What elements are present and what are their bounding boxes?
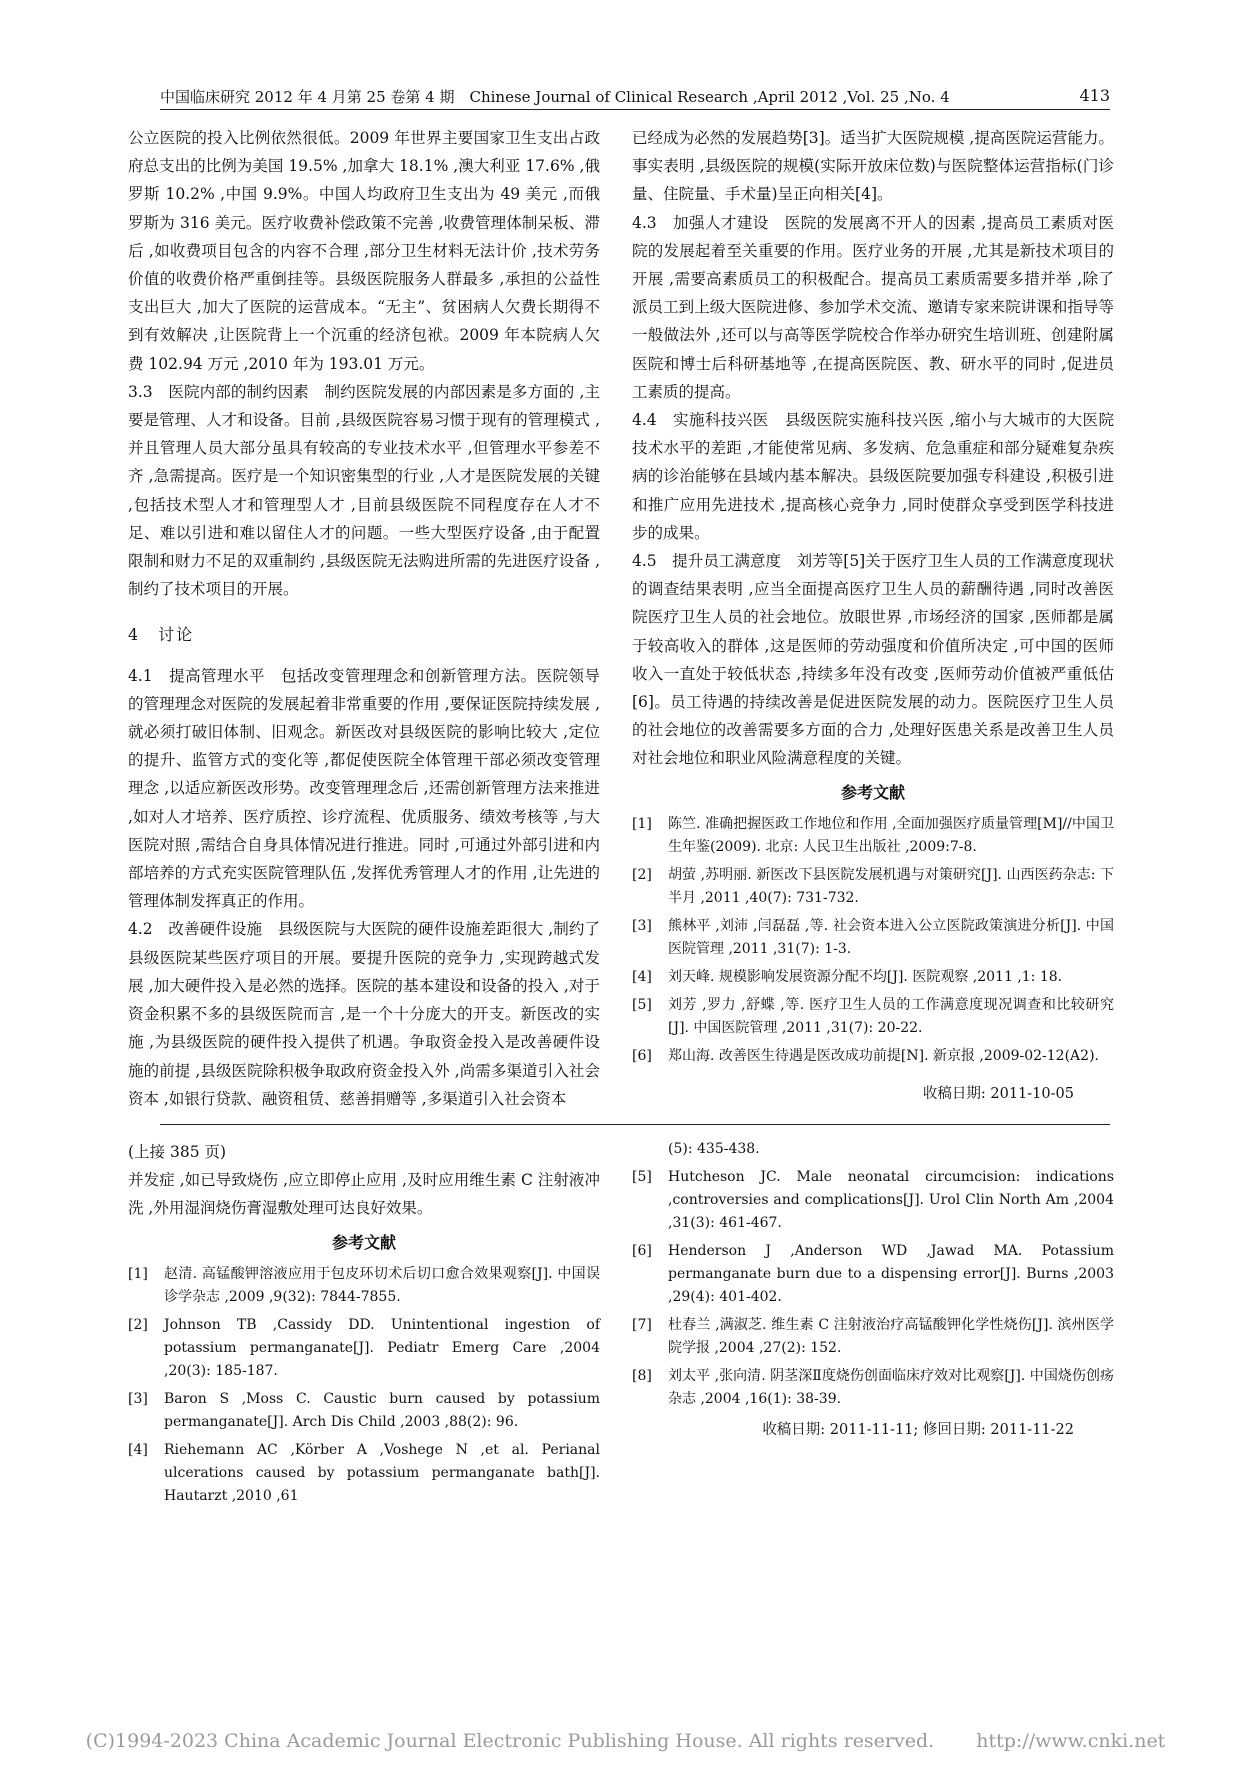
reference-item: [632, 915, 1114, 961]
reference-number: [5]: [632, 1169, 652, 1185]
copyright-notice: (C)1994-2023 China Academic Journal Electronic Publishing House. All rights reserved.: [85, 1730, 935, 1752]
cnki-url[interactable]: http://www.cnki.net: [976, 1730, 1166, 1752]
references-title-2: 参考文献: [331, 1232, 396, 1252]
reference-text: 郑山海. 改善医生待遇是医改成功前提[N]. 新京报 ,2009-02-12(A2).: [668, 1047, 1099, 1064]
reference-item: [632, 1314, 1114, 1360]
right-column: [632, 124, 1114, 1108]
reference-item: [632, 1240, 1114, 1309]
reference-number: [7]: [632, 1317, 652, 1333]
section-divider: [160, 1124, 1110, 1125]
reference-text: Henderson J ,Anderson WD ,Jawad MA. Potassium permanganate burn due to a dispensing error[J]. Burns ,2003 ,29(4): 401-402.: [668, 1243, 1114, 1305]
references-title: 参考文献: [840, 782, 905, 802]
reference-item: [632, 1045, 1114, 1068]
reference-text: 赵清. 高锰酸钾溶液应用于包皮环切术后切口愈合效果观察[J]. 中国误诊学杂志 ,2009 ,9(32): 7844-7855.: [164, 1265, 600, 1305]
received-date: 收稿日期: 2011-10-05: [922, 1085, 1074, 1102]
page-footer: [0, 1730, 1251, 1752]
reference-text: 刘芳 ,罗力 ,舒蝶 ,等. 医疗卫生人员的工作满意度现况调查和比较研究[J]. 中国医院管理 ,2011 ,31(7): 20-22.: [668, 996, 1114, 1036]
running-head: 中国临床研究 2012 年 4 月第 25 卷第 4 期 Chinese Journal of Clinical Research ,April 2012 ,Vol. 25 ,No. 4: [160, 88, 950, 106]
reference-number: [8]: [632, 1368, 652, 1384]
continued-text: 并发症 ,如已导致烧伤 ,应立即停止应用 ,及时应用维生素 C 注射液冲洗 ,外用湿润烧伤膏湿敷处理可达良好效果。: [128, 1171, 600, 1218]
continued-right-column: [632, 1138, 1114, 1444]
reference-text: Hutcheson JC. Male neonatal circumcision: indications ,controversies and complications[J]. Urol Clin North Am ,2004 ,31(3): 461-467.: [668, 1169, 1114, 1231]
reference-number: [5]: [632, 996, 652, 1013]
reference-text: Johnson TB ,Cassidy DD. Unintentional ingestion of potassium permanganate[J]. Pediatr Emerg Care ,2004 ,20(3): 185-187.: [164, 1316, 600, 1379]
reference-text: 熊林平 ,刘沛 ,闫磊磊 ,等. 社会资本进入公立医院政策演进分析[J]. 中国医院管理 ,2011 ,31(7): 1-3.: [668, 917, 1114, 957]
page-header: [160, 80, 1110, 110]
reference-text: 刘太平 ,张向清. 阴茎深Ⅱ度烧伤创面临床疗效对比观察[J]. 中国烧伤创疡杂志 ,2004 ,16(1): 38-39.: [668, 1368, 1114, 1407]
reference-item: [632, 864, 1114, 910]
reference-number: [2]: [128, 1316, 148, 1333]
reference-text: 陈竺. 准确把握医政工作地位和作用 ,全面加强医疗质量管理[M]//中国卫生年鉴(2009). 北京: 人民卫生出版社 ,2009:7-8.: [668, 815, 1114, 855]
reference-number: [1]: [128, 1265, 148, 1282]
reference-item: [632, 966, 1114, 989]
reference-text: 刘天峰. 规模影响发展资源分配不均[J]. 医院观察 ,2011 ,1: 18.: [668, 968, 1063, 985]
paragraph: 公立医院的投入比例依然很低。2009 年世界主要国家卫生支出占政府总支出的比例为美国 19.5% ,加拿大 18.1% ,澳大利亚 17.6% ,俄罗斯 10.2% ,中国 9.9%。中国人均政府卫生支出为 49 美元 ,而俄罗斯为 316 美元。医疗收费补偿政策不完善 ,收费管理体制呆板、滞后 ,如收费项目包含的内容不合理 ,部分卫生材料无法计价 ,技术劳务价值的收费价格严重倒挂等。县级医院服务人群最多 ,承担的公益性支出巨大 ,加大了医院的运营成本。“无主”、贫困病人欠费长期得不到有效解决 ,让医院背上一个沉重的经济包袱。2009 年本院病人欠费 102.94 万元 ,2010 年为 193.01 万元。: [128, 129, 600, 373]
reference-number: [4]: [632, 968, 652, 985]
paragraph: 4.4 实施科技兴医 县级医院实施科技兴医 ,缩小与大城市的大医院技术水平的差距 ,才能使常见病、多发病、危急重症和部分疑难复杂疾病的诊治能够在县域内基本解决。县级医院要加强专科建设 ,积极引进和推广应用先进技术 ,提高核心竞争力 ,同时使群众享受到医学科技进步的成果。: [632, 411, 1114, 542]
reference-continuation: (5): 435-438.: [668, 1141, 760, 1157]
paragraph: 3.3 医院内部的制约因素 制约医院发展的内部因素是多方面的 ,主要是管理、人才和设备。目前 ,县级医院容易习惯于现有的管理模式 ,并且管理人员大部分虽具有较高的专业技术水平 ,但管理水平参差不齐 ,急需提高。医疗是一个知识密集型的行业 ,人才是医院发展的关键 ,包括技术型人才和管理型人才 ,目前县级医院不同程度存在人才不足、难以引进和难以留住人才的问题。一些大型医疗设备 ,由于配置限制和财力不足的双重制约 ,县级医院无法购进所需的先进医疗设备 ,制约了技术项目的开展。: [128, 382, 600, 599]
reference-item: [632, 994, 1114, 1040]
page-number: 413: [1079, 86, 1110, 105]
reference-item: [632, 1365, 1114, 1411]
reference-item: [632, 813, 1114, 859]
reference-number: [2]: [632, 866, 652, 883]
section-4-heading: 4 讨论: [128, 625, 195, 645]
reference-item: [128, 1388, 600, 1434]
reference-item: [128, 1263, 600, 1309]
reference-item: [128, 1314, 600, 1383]
paragraph: 4.3 加强人才建设 医院的发展离不开人的因素 ,提高员工素质对医院的发展起着至关重要的作用。医疗业务的开展 ,尤其是新技术项目的开展 ,需要高素质员工的积极配合。提高员工素质需要多措并举 ,除了派员工到上级大医院进修、参加学术交流、邀请专家来院讲课和指导等一般做法外 ,还可以与高等医学院校合作举办研究生培训班、创建附属医院和博士后科研基地等 ,在提高医院医、教、研水平的同时 ,促进员工素质的提高。: [632, 213, 1114, 401]
left-column: [128, 124, 600, 1113]
paragraph: 4.5 提升员工满意度 刘芳等[5]关于医疗卫生人员的工作满意度现状的调查结果表明 ,应当全面提高医疗卫生人员的薪酬待遇 ,同时改善医院医疗卫生人员的社会地位。放眼世界 ,市场经济的国家 ,医师都是属于较高收入的群体 ,这是医师的劳动强度和价值所决定 ,可中国的医师收入一直处于较低状态 ,持续多年没有改变 ,医师劳动价值被严重低估[6]。员工待遇的持续改善是促进医院发展的动力。医院医疗卫生人员的社会地位的改善需要多方面的合力 ,处理好医患关系是改善卫生人员对社会地位和职业风险满意程度的关键。: [632, 552, 1114, 768]
reference-number: [6]: [632, 1047, 652, 1064]
reference-number: [3]: [632, 917, 652, 934]
reference-text: 胡萤 ,苏明丽. 新医改下县医院发展机遇与对策研究[J]. 山西医药杂志: 下半月 ,2011 ,40(7): 731-732.: [668, 866, 1114, 906]
reference-number: [3]: [128, 1390, 148, 1407]
header-rule: [160, 109, 1110, 110]
continued-left-column: [128, 1138, 600, 1513]
reference-number: [4]: [128, 1441, 148, 1458]
reference-number: [6]: [632, 1243, 652, 1259]
reference-number: [1]: [632, 815, 652, 832]
reference-item: [128, 1439, 600, 1508]
received-date-2: 收稿日期: 2011-11-11; 修回日期: 2011-11-22: [762, 1422, 1074, 1438]
continued-from-note: (上接 385 页): [128, 1143, 227, 1161]
reference-text: Riehemann AC ,Körber A ,Voshege N ,et al. Perianal ulcerations caused by potassium permanganate bath[J]. Hautarzt ,2010 ,61: [164, 1441, 600, 1504]
reference-text: Baron S ,Moss C. Caustic burn caused by potassium permanganate[J]. Arch Dis Child ,2003 ,88(2): 96.: [164, 1390, 600, 1430]
paragraph: 已经成为必然的发展趋势[3]。适当扩大医院规模 ,提高医院运营能力。事实表明 ,县级医院的规模(实际开放床位数)与医院整体运营指标(门诊量、住院量、手术量)呈正向相关[4]。: [632, 129, 1114, 204]
paragraph: 4.2 改善硬件设施 县级医院与大医院的硬件设施差距很大 ,制约了县级医院某些医疗项目的开展。要提升医院的竞争力 ,实现跨越式发展 ,加大硬件投入是必然的选择。医院的基本建设和设备的投入 ,对于资金积累不多的县级医院而言 ,是一个十分庞大的开支。新医改的实施 ,为县级医院的硬件投入提供了机遇。争取资金投入是改善硬件设施的前提 ,县级医院除积极争取政府资金投入外 ,尚需多渠道引入社会资本 ,如银行贷款、融资租赁、慈善捐赠等 ,多渠道引入社会资本: [128, 920, 600, 1108]
paragraph: 4.1 提高管理水平 包括改变管理理念和创新管理方法。医院领导的管理理念对医院的发展起着非常重要的作用 ,要保证医院持续发展 ,就必须打破旧体制、旧观念。新医改对县级医院的影响比较大 ,定位的提升、监管方式的变化等 ,都促使医院全体管理干部必须改变管理理念 ,以适应新医改形势。改变管理理念后 ,还需创新管理方法来推进 ,如对人才培养、医疗质控、诊疗流程、优质服务、绩效考核等 ,与大医院对照 ,需结合自身具体情况进行推进。同时 ,可通过外部引进和内部培养的方式充实医院管理队伍 ,发挥优秀管理人才的作用 ,让先进的管理体制发挥真正的作用。: [128, 666, 600, 911]
reference-item: [632, 1166, 1114, 1235]
reference-text: 杜春兰 ,满淑芝. 维生素 C 注射液治疗高锰酸钾化学性烧伤[J]. 滨州医学院学报 ,2004 ,27(2): 152.: [668, 1317, 1114, 1356]
